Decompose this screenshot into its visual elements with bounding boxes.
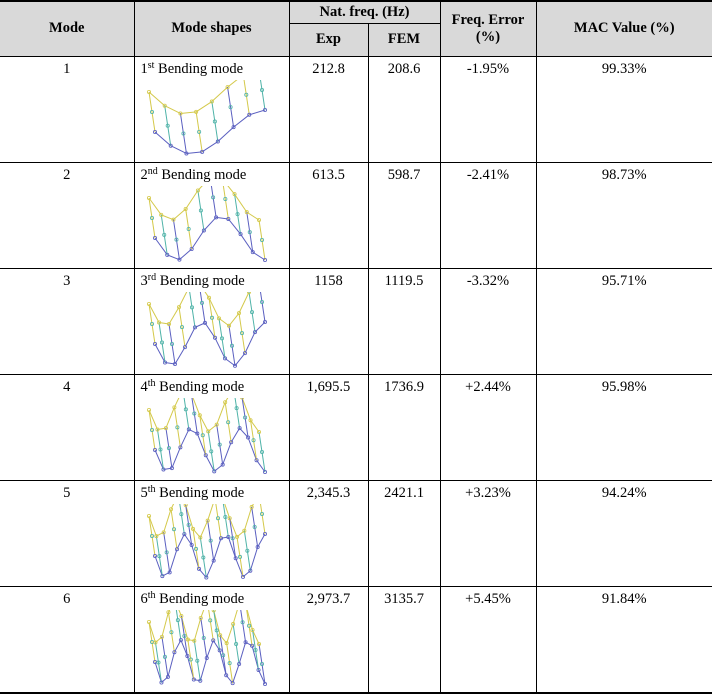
table-row: [0, 374, 712, 480]
freq-error-cell: +3.23%: [440, 480, 536, 586]
mode-shape-5-figure: [143, 504, 273, 586]
fem-freq-cell: 598.7: [368, 162, 440, 268]
mode-shape-6-figure: [143, 610, 273, 692]
header-mode: Mode: [0, 1, 134, 56]
mode-shape-cell: [134, 374, 289, 480]
mode-shape-label: 6th Bending mode: [135, 591, 289, 608]
header-exp: Exp: [289, 23, 368, 56]
table-row: [0, 162, 712, 268]
freq-error-cell: -3.32%: [440, 268, 536, 374]
table-row: [0, 56, 712, 162]
mac-value-cell: 94.24%: [536, 480, 712, 586]
table-row: [0, 480, 712, 586]
mode-cell: 6: [0, 586, 134, 693]
exp-freq-cell: 613.5: [289, 162, 368, 268]
mode-cell: 4: [0, 374, 134, 480]
header-mac-value: MAC Value (%): [536, 1, 712, 56]
freq-error-cell: -2.41%: [440, 162, 536, 268]
mode-shape-label: 4th Bending mode: [135, 379, 289, 396]
mode-cell: 3: [0, 268, 134, 374]
table-row: [0, 268, 712, 374]
table-row: [0, 586, 712, 693]
exp-freq-cell: 1158: [289, 268, 368, 374]
mode-shape-cell: [134, 586, 289, 693]
mode-shape-cell: [134, 162, 289, 268]
header-mode-shapes: Mode shapes: [134, 1, 289, 56]
mode-shape-label: 1st Bending mode: [135, 61, 289, 78]
mode-shape-3-figure: [143, 292, 273, 374]
mac-value-cell: 91.84%: [536, 586, 712, 693]
mode-cell: 1: [0, 56, 134, 162]
mode-shape-cell: [134, 56, 289, 162]
mode-shape-2-figure: [143, 186, 273, 268]
mode-shape-1-figure: [143, 80, 273, 162]
freq-error-cell: +2.44%: [440, 374, 536, 480]
mode-shape-4-figure: [143, 398, 273, 480]
mac-value-cell: 98.73%: [536, 162, 712, 268]
header-nat-freq: Nat. freq. (Hz): [289, 1, 440, 23]
mode-cell: 2: [0, 162, 134, 268]
freq-error-cell: +5.45%: [440, 586, 536, 693]
mode-cell: 5: [0, 480, 134, 586]
fem-freq-cell: 208.6: [368, 56, 440, 162]
freq-error-cell: -1.95%: [440, 56, 536, 162]
exp-freq-cell: 2,973.7: [289, 586, 368, 693]
mode-shape-cell: [134, 268, 289, 374]
mode-shape-label: 2nd Bending mode: [135, 167, 289, 184]
fem-freq-cell: 2421.1: [368, 480, 440, 586]
exp-freq-cell: 212.8: [289, 56, 368, 162]
exp-freq-cell: 1,695.5: [289, 374, 368, 480]
exp-freq-cell: 2,345.3: [289, 480, 368, 586]
header-freq-error: Freq. Error (%): [440, 1, 536, 56]
mode-shape-cell: [134, 480, 289, 586]
header-fem: FEM: [368, 23, 440, 56]
mode-shape-label: 3rd Bending mode: [135, 273, 289, 290]
mac-value-cell: 95.71%: [536, 268, 712, 374]
fem-freq-cell: 1736.9: [368, 374, 440, 480]
mac-value-cell: 99.33%: [536, 56, 712, 162]
mode-shape-label: 5th Bending mode: [135, 485, 289, 502]
fem-freq-cell: 1119.5: [368, 268, 440, 374]
mac-value-cell: 95.98%: [536, 374, 712, 480]
fem-freq-cell: 3135.7: [368, 586, 440, 693]
